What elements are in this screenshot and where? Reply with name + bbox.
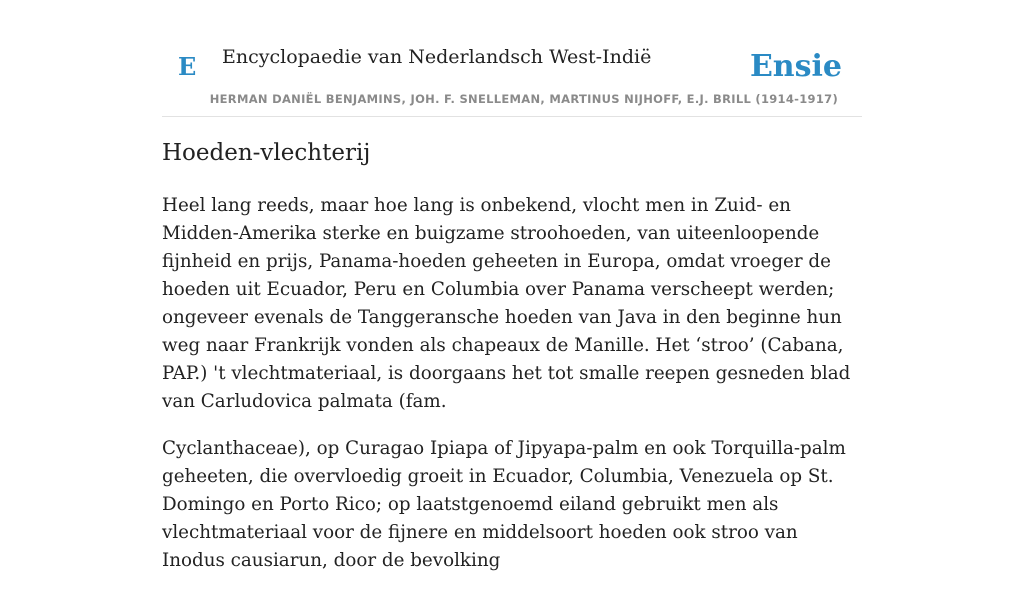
- article-title: Hoeden-vlechterij: [162, 140, 371, 166]
- book-authors: HERMAN DANIËL BENJAMINS, JOH. F. SNELLEMAN, MARTINUS NIJHOFF, E.J. BRILL (1914-1917): [209, 92, 838, 106]
- book-logo-icon: E: [178, 52, 197, 81]
- book-title[interactable]: Encyclopaedie van Nederlandsch West-Indië: [222, 46, 652, 68]
- article-paragraph: Heel lang reeds, maar hoe lang is onbekend, vlocht men in Zuid- en Midden-Amerika sterke en buigzame stroohoeden, van uiteenloopende fijnheid en prijs, Panama-hoeden geheeten in Europa, omdat vroeger de hoeden uit Ecuador, Peru en Columbia over Panama verscheept werden; ongeveer evenals de Tanggeransche hoeden van Java in den beginne hun weg naar Frankrijk vonden als chapeaux de Manille. Het ‘stroo’ (Cabana, PAP.) 't vlechtmateriaal, is doorgaans het tot smalle reepen gesneden blad van Carludovica palmata (fam.: [162, 195, 851, 412]
- article-body: [162, 192, 862, 594]
- header: [162, 40, 862, 117]
- ensie-logo[interactable]: Ensie: [749, 49, 842, 84]
- article-paragraph: Cyclanthaceae), op Curagao Ipiapa of Jipyapa-palm en ook Torquilla-palm geheeten, die overvloedig groeit in Ecuador, Columbia, Venezuela op St. Domingo en Porto Rico; op laatstgenoemd eiland gebruikt men als vlechtmateriaal voor de fijnere en middelsoort hoeden ook stroo van Inodus causiarun, door de bevolking: [162, 438, 846, 571]
